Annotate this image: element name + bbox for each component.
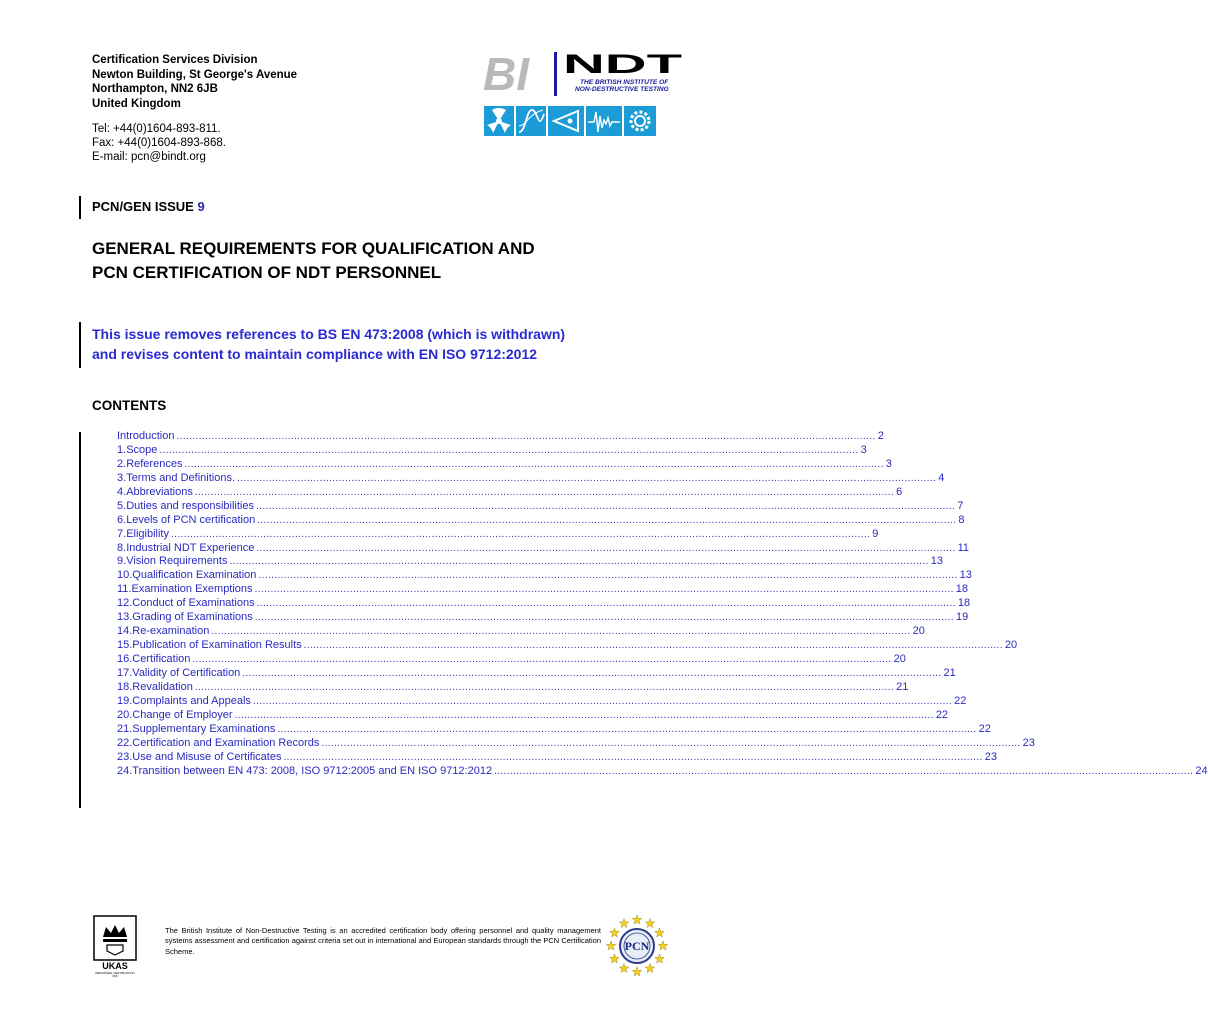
toc-number: 20.	[117, 708, 133, 721]
toc-leader: ............................................................................................................................................................................................................................	[229, 556, 929, 568]
toc-entry[interactable]	[117, 555, 943, 569]
address-line: United Kingdom	[92, 97, 181, 110]
toc-title[interactable]: Qualification Examination	[132, 569, 257, 582]
toc-page: 4	[938, 471, 945, 484]
logo-name: NDT	[563, 49, 684, 79]
address-block	[92, 53, 297, 111]
issue-number: 9	[197, 199, 205, 214]
star-icon	[619, 964, 629, 973]
toc-leader: ............................................................................................................................................................................................................................	[257, 514, 957, 526]
toc-page: 3	[885, 457, 892, 470]
toc-page: 13	[959, 569, 972, 582]
toc-title[interactable]: Duties and responsibilities	[126, 499, 254, 512]
toc-number: 9.	[117, 555, 127, 568]
toc-page: 22	[978, 722, 991, 735]
star-icon	[655, 928, 665, 937]
toc-title[interactable]: Industrial NDT Experience	[126, 541, 255, 554]
toc-entry[interactable]	[117, 513, 965, 528]
toc-number: 10.	[117, 569, 133, 582]
toc-leader: ............................................................................................................................................................................................................................	[256, 542, 956, 554]
toc-number: 16.	[117, 653, 133, 665]
telephone: Tel: +44(0)1604-893-811.	[92, 123, 221, 135]
toc-page: 21	[943, 666, 956, 679]
toc-entry[interactable]	[117, 527, 879, 542]
toc-title[interactable]: Scope	[126, 443, 158, 456]
contents-heading: CONTENTS	[92, 398, 167, 413]
toc-page: 9	[872, 527, 879, 540]
ukas-subtext: PERSONNEL CERTIFICATION	[95, 971, 135, 975]
ukas-number: 006	[112, 974, 118, 978]
toc-page: 7	[957, 499, 964, 512]
toc-entry[interactable]	[117, 722, 991, 737]
toc-leader: ............................................................................................................................................................................................................................	[283, 751, 983, 763]
toc-page: 23	[984, 750, 997, 763]
table-of-contents	[117, 430, 1208, 778]
toc-entry[interactable]	[117, 736, 1035, 751]
toc-page: 24	[1195, 764, 1208, 777]
email: E-mail: pcn@bindt.org	[92, 150, 206, 163]
toc-title[interactable]: Grading of Examinations	[132, 611, 253, 624]
star-icon	[606, 941, 616, 950]
toc-page: 8	[958, 513, 965, 526]
toc-page: 18	[955, 583, 969, 596]
toc-page: 19	[955, 611, 969, 624]
toc-leader: ............................................................................................................................................................................................................................	[184, 458, 884, 470]
change-bar	[79, 322, 81, 368]
toc-leader: ............................................................................................................................................................................................................................	[234, 709, 934, 721]
toc-number: 6.	[117, 513, 127, 526]
toc-leader: ............................................................................................................................................................................................................................	[256, 598, 956, 610]
toc-title[interactable]: Vision Requirements	[126, 555, 228, 568]
toc-leader: ............................................................................................................................................................................................................................	[254, 584, 954, 596]
flux-icon	[516, 106, 546, 136]
logo-line1: THE BRITISH INSTITUTE OF	[580, 79, 669, 86]
toc-entry[interactable]	[117, 499, 964, 514]
toc-title[interactable]: Complaints and Appeals	[132, 694, 251, 707]
toc-page: 20	[893, 653, 906, 665]
toc-page: 22	[935, 708, 949, 721]
pcn-text: PCN	[624, 939, 650, 953]
toc-page: 11	[957, 541, 970, 554]
toc-entry[interactable]	[117, 750, 997, 765]
toc-entry[interactable]	[117, 708, 949, 723]
toc-title[interactable]: Levels of PCN certification	[126, 513, 256, 526]
toc-page: 3	[860, 443, 867, 456]
toc-page: 20	[912, 625, 925, 638]
toc-number: 21.	[117, 722, 133, 735]
toc-title[interactable]: Certification and Examination Records	[132, 736, 320, 749]
logo-mark: BI	[483, 48, 529, 100]
toc-entry[interactable]	[117, 694, 967, 709]
toc-number: 7.	[117, 527, 127, 540]
toc-number: 24.	[117, 764, 133, 777]
toc-page: 23	[1022, 736, 1035, 749]
toc-number: 8.	[117, 541, 127, 554]
toc-entry[interactable]	[117, 471, 945, 486]
toc-page: 13	[930, 555, 943, 568]
toc-number: 2.	[117, 457, 127, 470]
toc-title[interactable]: Eligibility	[126, 527, 169, 540]
toc-number: 12.	[117, 597, 133, 610]
toc-number: 11.	[117, 583, 132, 596]
toc-page: 20	[1004, 639, 1018, 652]
toc-number: 17.	[117, 666, 133, 679]
toc-leader: ............................................................................................................................................................................................................................	[192, 654, 892, 665]
toc-title[interactable]: Change of Employer	[132, 708, 233, 721]
toc-title[interactable]: Revalidation	[132, 680, 193, 693]
star-icon	[610, 928, 620, 937]
fax: Fax: +44(0)1604-893-868.	[92, 136, 226, 149]
ukas-logo	[93, 915, 137, 977]
toc-entry[interactable]	[117, 680, 909, 695]
logo-divider	[554, 52, 557, 96]
pcn-logo	[603, 912, 671, 978]
toc-entry[interactable]	[117, 639, 1018, 653]
issue-line	[92, 199, 205, 214]
toc-title[interactable]: Supplementary Examinations	[132, 722, 276, 735]
star-icon	[655, 954, 665, 963]
toc-number: 13.	[117, 611, 133, 624]
toc-title[interactable]: Re-examination	[132, 625, 210, 638]
toc-entry[interactable]	[117, 569, 972, 583]
address-line: Northampton, NN2 6JB	[92, 83, 218, 96]
toc-title[interactable]: Introduction	[117, 430, 175, 442]
toc-number: 18.	[117, 680, 133, 693]
star-icon	[632, 915, 642, 924]
toc-number: 15.	[117, 639, 133, 652]
toc-leader: ............................................................................................................................................................................................................................	[255, 500, 956, 512]
toc-leader: ............................................................................................................................................................................................................................	[237, 472, 937, 484]
toc-page: 22	[954, 694, 967, 707]
toc-entry[interactable]	[117, 666, 956, 681]
toc-number: 5.	[117, 499, 127, 512]
toc-entry[interactable]	[117, 764, 1208, 779]
toc-page: 6	[896, 485, 903, 498]
toc-number: 4.	[117, 485, 127, 498]
toc-number: 19.	[117, 694, 133, 707]
toc-leader: ............................................................................................................................................................................................................................	[258, 570, 958, 582]
toc-entry[interactable]	[117, 443, 867, 458]
accreditation-statement: The British Institute of Non-Destructive Testing is an accredited certification body offering personnel and quality management systems assessment and certification against criteria set out in international and European standards through the PCN Certification Scheme.	[165, 926, 601, 956]
toc-entry[interactable]	[117, 485, 903, 500]
star-icon	[632, 967, 642, 976]
toc-leader: ............................................................................................................................................................................................................................	[254, 612, 954, 624]
toc-number: 3.	[117, 471, 127, 484]
signal-icon	[586, 106, 622, 136]
toc-title[interactable]: Conduct of Examinations	[132, 597, 255, 610]
toc-entry[interactable]	[117, 430, 884, 444]
toc-page: 18	[957, 597, 971, 610]
address-line: Certification Services Division	[92, 54, 258, 66]
toc-entry[interactable]	[117, 597, 971, 611]
toc-title[interactable]: Use and Misuse of Certificates	[132, 750, 282, 763]
contact-block	[92, 123, 226, 164]
bindt-logo	[483, 50, 689, 142]
toc-leader: ............................................................................................................................................................................................................................	[242, 667, 942, 679]
ultrasonic-icon	[548, 106, 584, 136]
toc-leader: ............................................................................................................................................................................................................................	[176, 431, 876, 442]
toc-title[interactable]: Transition between EN 473: 2008, ISO 9712:2005 and EN ISO 9712:2012	[132, 764, 493, 777]
toc-title[interactable]: Certification	[132, 653, 191, 665]
ukas-text: UKAS	[102, 961, 128, 971]
star-icon	[610, 954, 620, 963]
toc-number: 23.	[117, 750, 133, 763]
toc-title[interactable]: Terms and Definitions.	[126, 471, 236, 484]
radiation-icon	[484, 106, 514, 136]
toc-title[interactable]: Publication of Examination Results	[132, 639, 302, 652]
toc-title[interactable]: Validity of Certification	[132, 666, 241, 679]
toc-leader: ............................................................................................................................................................................................................................	[159, 444, 859, 456]
toc-leader: ............................................................................................................................................................................................................................	[321, 737, 1021, 749]
toc-entry[interactable]	[117, 653, 906, 667]
toc-page: 2	[877, 430, 884, 442]
toc-number: 1.	[117, 443, 127, 456]
toc-number: 22.	[117, 736, 133, 749]
toc-leader: ............................................................................................................................................................................................................................	[194, 681, 895, 693]
document-title	[92, 237, 712, 285]
gear-icon	[624, 106, 656, 136]
toc-number: 14.	[117, 625, 133, 638]
star-icon	[658, 941, 668, 950]
toc-entry[interactable]	[117, 583, 969, 597]
toc-leader: ............................................................................................................................................................................................................................	[277, 723, 977, 735]
toc-entry[interactable]	[117, 625, 925, 639]
address-line: Newton Building, St George's Avenue	[92, 68, 298, 81]
title-line: PCN CERTIFICATION OF NDT PERSONNEL	[92, 263, 442, 282]
crown-icon	[103, 925, 127, 937]
title-line: GENERAL REQUIREMENTS FOR QUALIFICATION AND	[92, 239, 535, 258]
notice-line: and revises content to maintain compliance with EN ISO 9712:2012	[92, 346, 538, 362]
toc-title[interactable]: References	[126, 457, 183, 470]
notice-line: This issue removes references to BS EN 473:2008 (which is withdrawn)	[92, 326, 566, 342]
toc-leader: ............................................................................................................................................................................................................................	[211, 626, 911, 638]
toc-entry[interactable]	[117, 541, 970, 556]
star-icon	[645, 918, 655, 927]
toc-leader: ............................................................................................................................................................................................................................	[170, 528, 871, 540]
issue-label: PCN/GEN ISSUE	[92, 199, 194, 214]
toc-leader: ............................................................................................................................................................................................................................	[303, 640, 1003, 652]
toc-leader: ............................................................................................................................................................................................................................	[252, 695, 953, 707]
change-bar	[79, 196, 81, 219]
star-icon	[619, 918, 629, 927]
toc-leader: ............................................................................................................................................................................................................................	[194, 486, 895, 498]
toc-title[interactable]: Examination Exemptions	[131, 583, 253, 596]
star-icon	[645, 964, 655, 973]
toc-entry[interactable]	[117, 611, 969, 625]
toc-entry[interactable]	[117, 457, 892, 472]
logo-line2: NON-DESTRUCTIVE TESTING	[575, 86, 669, 93]
toc-page: 21	[896, 680, 909, 693]
revision-notice	[92, 324, 692, 364]
toc-title[interactable]: Abbreviations	[126, 485, 193, 498]
toc-leader: ............................................................................................................................................................................................................................	[494, 765, 1194, 777]
change-bar	[79, 432, 81, 808]
